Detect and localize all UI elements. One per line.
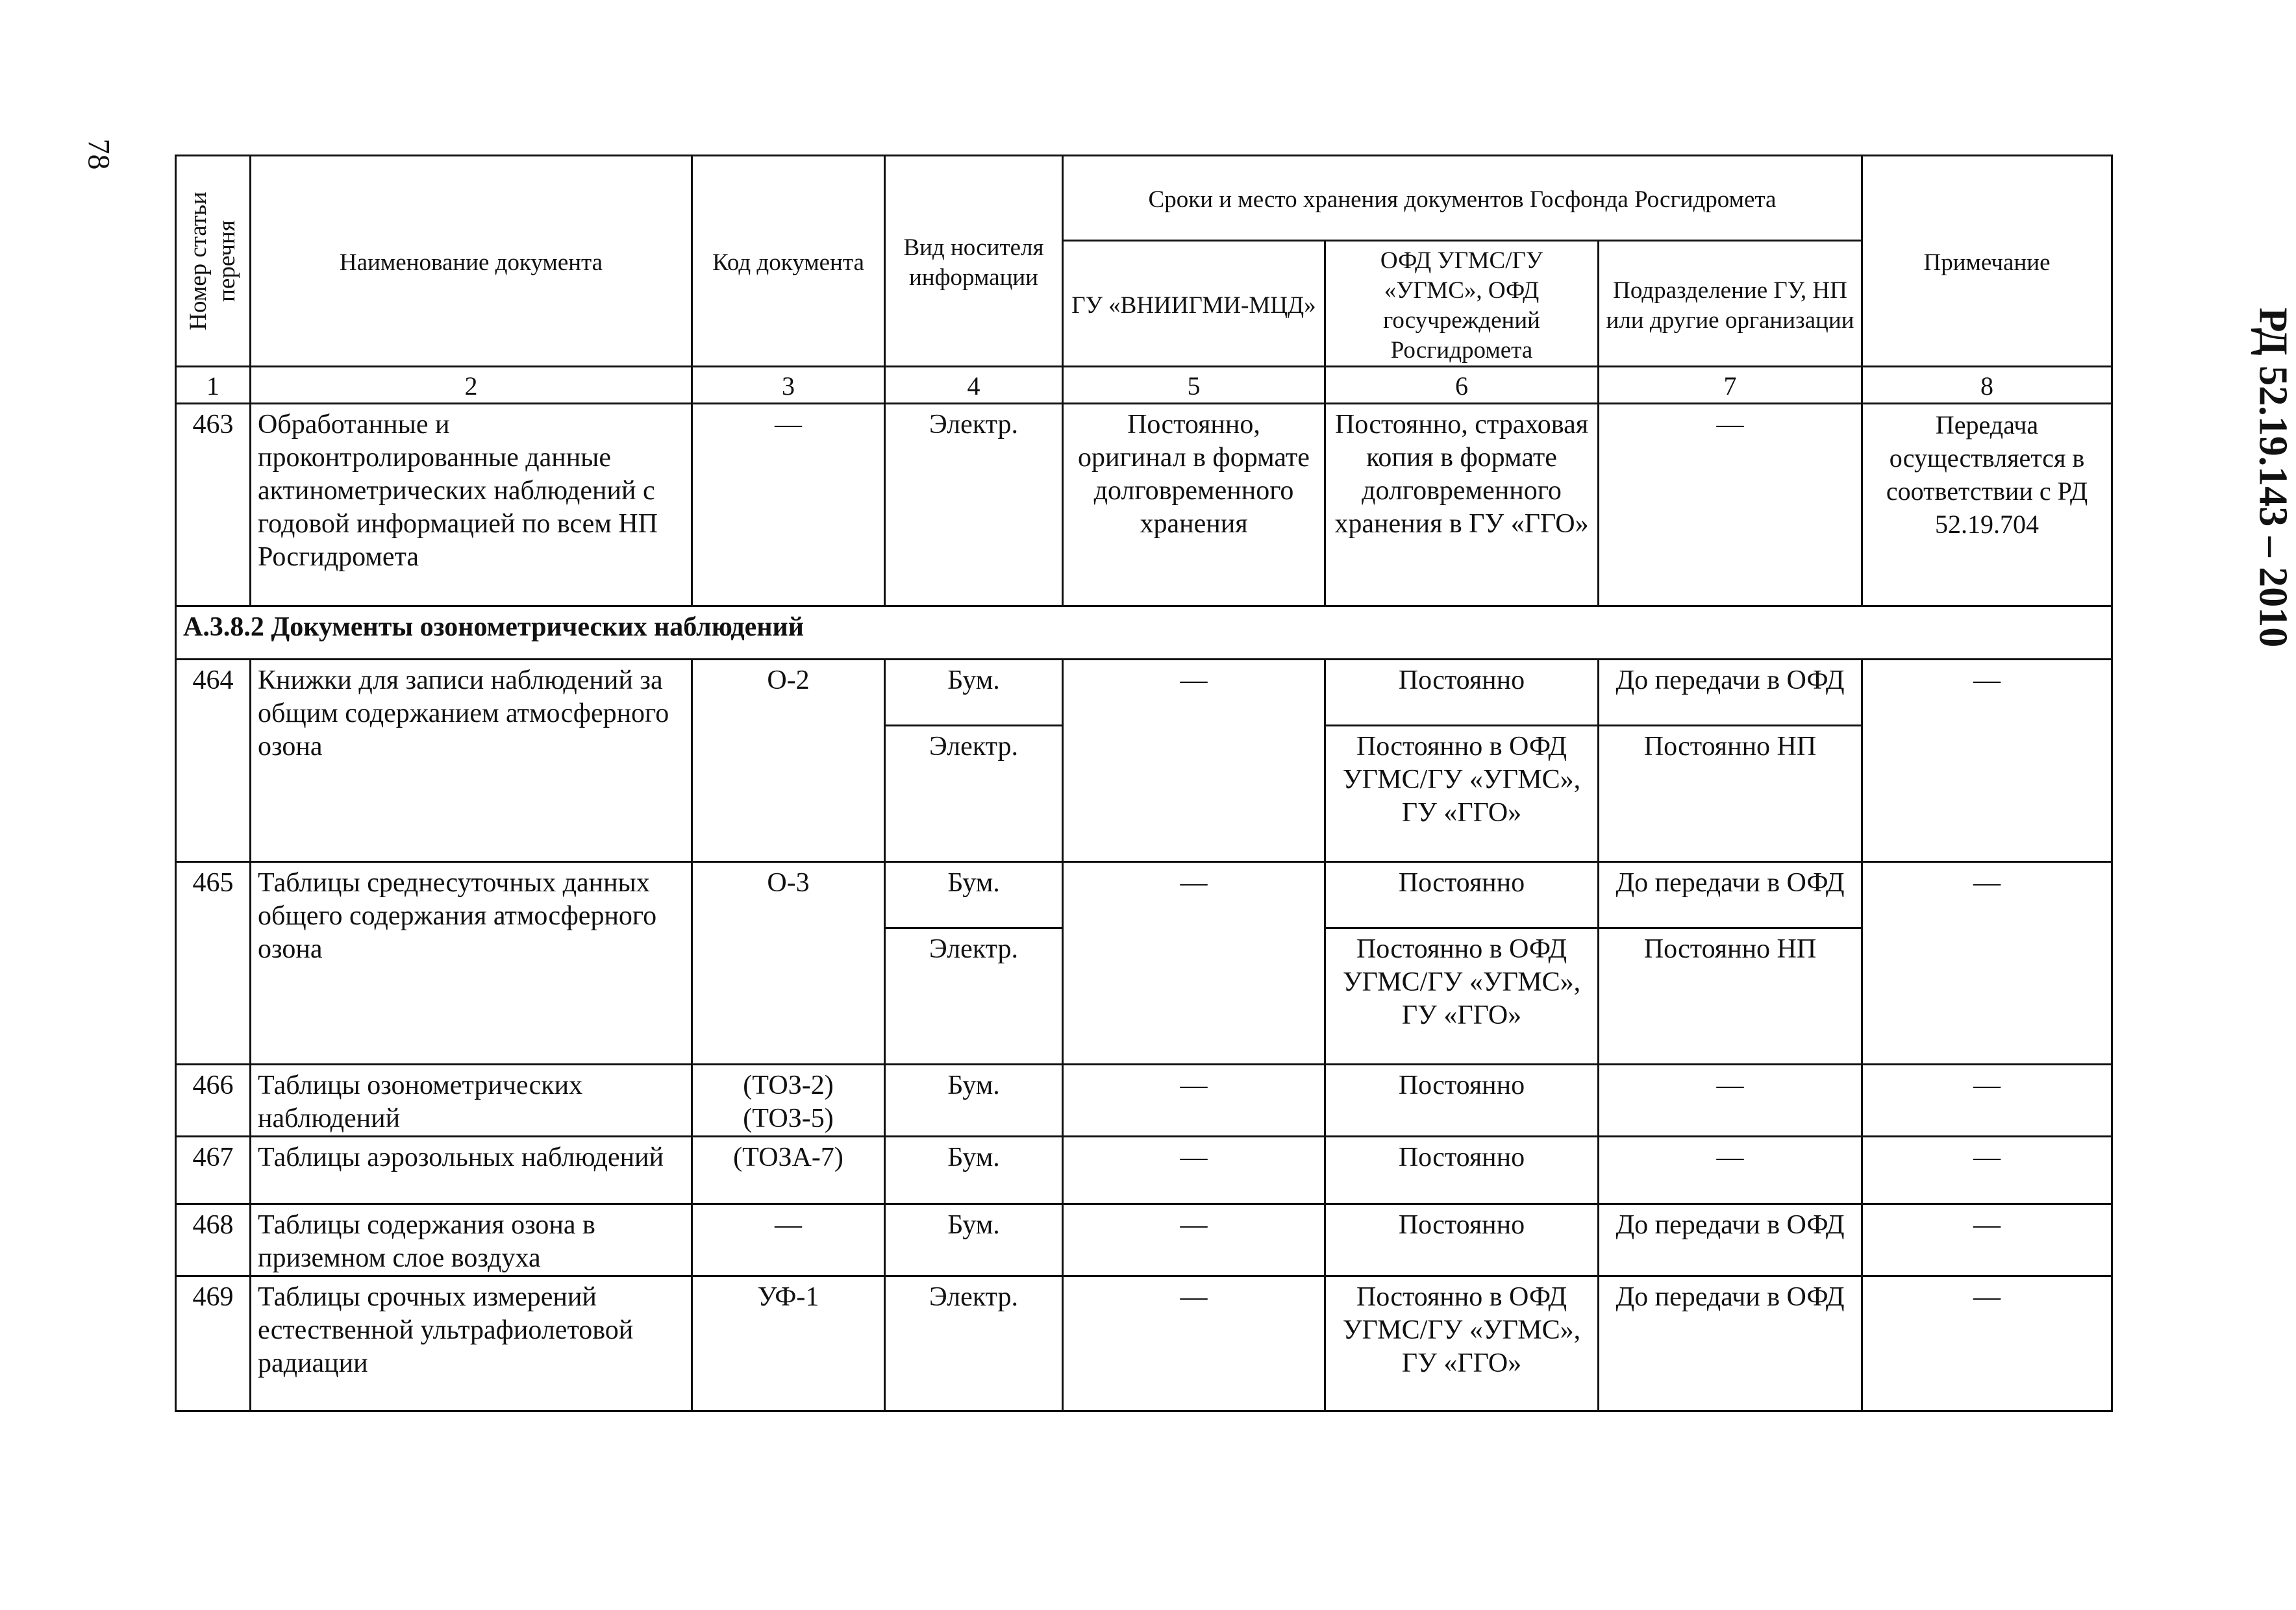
document-code: (ТОЗ-2) (ТОЗ-5) (692, 1065, 885, 1137)
medium: Бум. (885, 1137, 1063, 1204)
note: — (1862, 1137, 2112, 1204)
document-code: (ТОЗА-7) (692, 1137, 885, 1204)
storage-subdivision: — (1599, 1137, 1862, 1204)
note: Передача осуществляется в соответствии с РД 52.19.704 (1862, 404, 2112, 606)
medium: Бум. (885, 1204, 1063, 1276)
storage-gu: — (1063, 1137, 1325, 1204)
table-row (176, 1276, 2112, 1411)
storage-gu: — (1063, 862, 1325, 1065)
storage-subdivision: Постоянно НП (1599, 928, 1862, 1065)
table-row (176, 404, 2112, 606)
storage-ofd: Постоянно (1325, 660, 1599, 726)
storage-gu: — (1063, 1065, 1325, 1137)
medium: Электр. (885, 1276, 1063, 1411)
column-number: 7 (1599, 367, 1862, 404)
medium: Электр. (885, 404, 1063, 606)
document-name: Таблицы аэрозольных наблюдений (251, 1137, 692, 1204)
storage-ofd: Постоянно (1325, 1065, 1599, 1137)
document-code: УФ-1 (692, 1276, 885, 1411)
storage-subdivision: До передачи в ОФД (1599, 1204, 1862, 1276)
header-document-name: Наименование документа (251, 156, 692, 367)
section-title: А.3.8.2 Документы озонометрических наблюдений (176, 606, 2112, 660)
column-number-row (176, 367, 2112, 404)
document-code: — (692, 1204, 885, 1276)
storage-subdivision: — (1599, 1065, 1862, 1137)
header-item-number (176, 156, 251, 367)
document-name: Таблицы озонометрических наблюдений (251, 1065, 692, 1137)
header-note: Примечание (1862, 156, 2112, 367)
storage-subdivision: Постоянно НП (1599, 726, 1862, 862)
storage-subdivision: До передачи в ОФД (1599, 862, 1862, 928)
table-row (176, 862, 2112, 928)
document-name: Таблицы срочных измерений естественной ультрафиолетовой радиации (251, 1276, 692, 1411)
note: — (1862, 1065, 2112, 1137)
header-ofd: ОФД УГМС/ГУ «УГМС», ОФД госучреждений Росгидромета (1325, 241, 1599, 367)
header-row-1 (176, 156, 2112, 241)
medium: Бум. (885, 862, 1063, 928)
item-number: 469 (176, 1276, 251, 1411)
table-row (176, 1065, 2112, 1137)
document-name: Книжки для записи наблюдений за общим содержанием атмосферного озона (251, 660, 692, 862)
storage-ofd: Постоянно в ОФД УГМС/ГУ «УГМС», ГУ «ГГО» (1325, 1276, 1599, 1411)
column-number: 8 (1862, 367, 2112, 404)
medium: Электр. (885, 726, 1063, 862)
note: — (1862, 1276, 2112, 1411)
document-code: О-3 (692, 862, 885, 1065)
table-row (176, 1137, 2112, 1204)
header-item-number-label: Номер статьи перечня (185, 192, 240, 330)
document-name: Таблицы содержания озона в приземном слое воздуха (251, 1204, 692, 1276)
item-number: 468 (176, 1204, 251, 1276)
storage-gu: — (1063, 660, 1325, 862)
storage-ofd: Постоянно, страховая копия в формате долговременного хранения в ГУ «ГГО» (1325, 404, 1599, 606)
storage-ofd: Постоянно в ОФД УГМС/ГУ «УГМС», ГУ «ГГО» (1325, 928, 1599, 1065)
storage-ofd: Постоянно в ОФД УГМС/ГУ «УГМС», ГУ «ГГО» (1325, 726, 1599, 862)
note: — (1862, 660, 2112, 862)
document-code: — (692, 404, 885, 606)
column-number: 5 (1063, 367, 1325, 404)
storage-gu: — (1063, 1204, 1325, 1276)
table-row (176, 660, 2112, 726)
item-number: 465 (176, 862, 251, 1065)
document-name: Таблицы среднесуточных данных общего содержания атмосферного озона (251, 862, 692, 1065)
item-number: 467 (176, 1137, 251, 1204)
header-document-code: Код документа (692, 156, 885, 367)
storage-subdivision: — (1599, 404, 1862, 606)
storage-subdivision: До передачи в ОФД (1599, 660, 1862, 726)
document-code: РД 52.19.143 – 2010 (2251, 307, 2295, 648)
document-name: Обработанные и проконтролированные данные актинометрических наблюдений с годовой информацией по всем НП Росгидромета (251, 404, 692, 606)
retention-table (175, 155, 2113, 1412)
document-code: О-2 (692, 660, 885, 862)
note: — (1862, 862, 2112, 1065)
storage-ofd: Постоянно (1325, 1204, 1599, 1276)
item-number: 464 (176, 660, 251, 862)
column-number: 2 (251, 367, 692, 404)
header-subdivision: Подразделение ГУ, НП или другие организации (1599, 241, 1862, 367)
column-number: 3 (692, 367, 885, 404)
column-number: 4 (885, 367, 1063, 404)
column-number: 1 (176, 367, 251, 404)
header-gu-vniigmi: ГУ «ВНИИГМИ-МЦД» (1063, 241, 1325, 367)
column-number: 6 (1325, 367, 1599, 404)
header-storage-group: Сроки и место хранения документов Госфонда Росгидромета (1063, 156, 1862, 241)
storage-ofd: Постоянно (1325, 862, 1599, 928)
page-number: 78 (81, 138, 116, 170)
storage-ofd: Постоянно (1325, 1137, 1599, 1204)
medium: Электр. (885, 928, 1063, 1065)
table-row (176, 1204, 2112, 1276)
medium: Бум. (885, 1065, 1063, 1137)
header-medium: Вид носителя информации (885, 156, 1063, 367)
note: — (1862, 1204, 2112, 1276)
storage-subdivision: До передачи в ОФД (1599, 1276, 1862, 1411)
storage-gu: Постоянно, оригинал в формате долговременного хранения (1063, 404, 1325, 606)
medium: Бум. (885, 660, 1063, 726)
item-number: 466 (176, 1065, 251, 1137)
storage-gu: — (1063, 1276, 1325, 1411)
item-number: 463 (176, 404, 251, 606)
section-row (176, 606, 2112, 660)
